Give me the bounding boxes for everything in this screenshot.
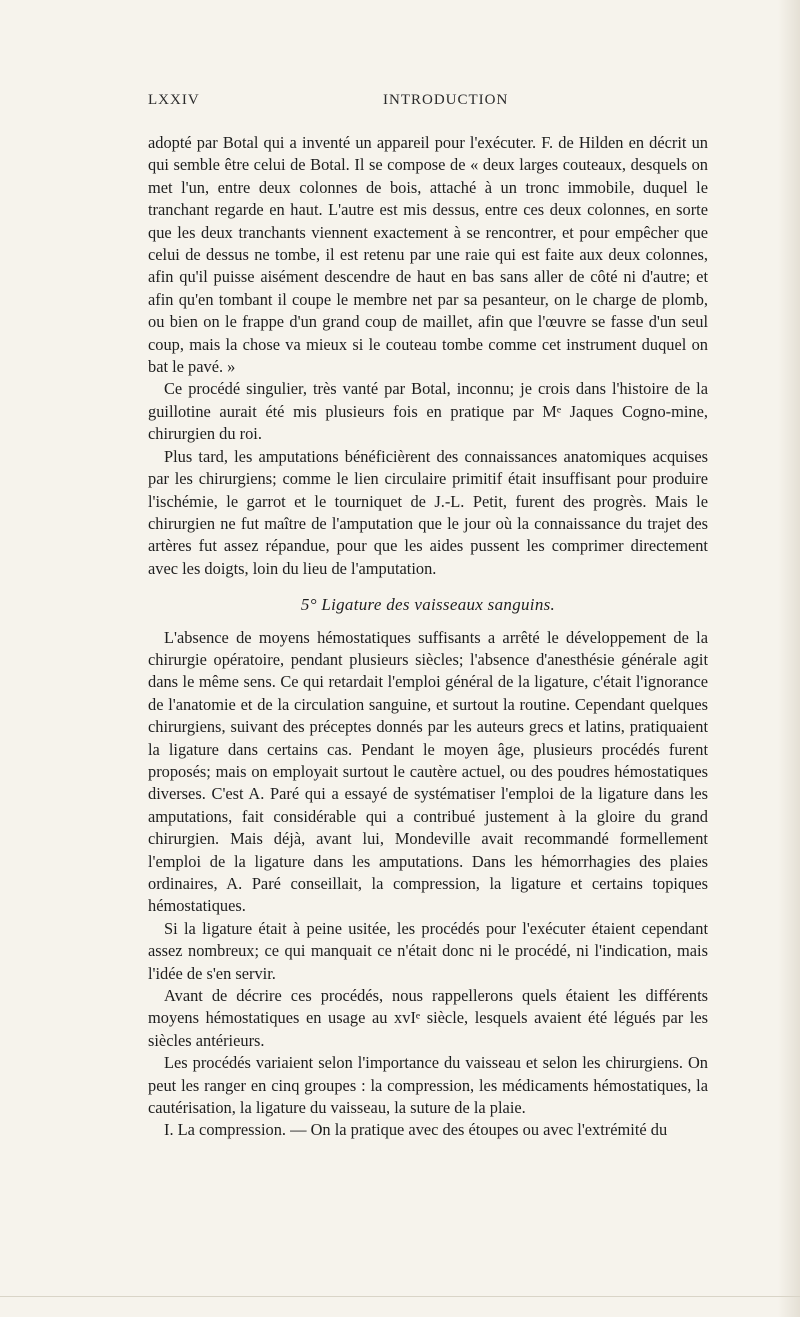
paragraph-8: I. La compression. — On la pratique avec des étoupes ou avec l'extrémité du [164,1120,668,1140]
page-edge-shadow [778,0,800,1317]
paragraph-1: adopté par Botal qui a inventé un appareil pour l'exécuter. F. de Hilden en décrit un qui semble être celui de Botal. Il se compose de « deux larges couteaux, desquels on met l'un, entre deux colonnes de bois, attaché à un tronc immobile, duquel le tranchant regarde en haut. L'autre est mis dessus, entre ces deux colonnes, en sorte que les deux tranchants viennent exactement à se rencontrer, et pour empêcher que celui de dessus ne tombe, il est retenu par une raie qui est faite aux deux colonnes, afin qu'il puisse aisément descendre de haut en bas sans aller de côté ni d'autre; et afin qu'en tombant il coupe le membre net par sa pesanteur, on le charge de plomb, ou bien on le frappe d'un grand coup de maillet, afin que l'œuvre se fasse d'un seul coup, mais la chose va mieux si le couteau tombe comme cet instrument duquel on bat le pavé. » [148,133,708,377]
body-text [148,132,708,1142]
page-number: LXXIV [148,92,200,108]
paragraph-7: Les procédés variaient selon l'importance du vaisseau et selon les chirurgiens. On peut les ranger en cinq groupes : la compression, les médicaments hémostatiques, la cautérisation, la ligature du vaisseau, la suture de la plaie. [148,1053,708,1118]
running-head [148,92,704,114]
paragraph-2: Ce procédé singulier, très vanté par Botal, inconnu; je crois dans l'histoire de la guillotine aurait été mis plusieurs fois en pratique par Mᵉ Jaques Cogno-mine, chirurgien du roi. [148,379,708,444]
section-heading: 5° Ligature des vaisseaux sanguins. [300,595,556,615]
paragraph-6: Avant de décrire ces procédés, nous rappellerons quels étaient les différents moyens hémostatiques en usage au xvIᵉ siècle, lesquels avaient été légués par les siècles antérieurs. [148,986,708,1050]
running-head-title: INTRODUCTION [383,92,509,108]
paragraph-5: Si la ligature était à peine usitée, les procédés pour l'exécuter étaient cependant assez nombreux; ce qui manquait ce n'était donc ni le procédé, ni l'indication, mais l'idée de s'en servir. [148,918,708,983]
paragraph-3: Plus tard, les amputations bénéficièrent des connaissances anatomiques acquises par les chirurgiens; comme le lien circulaire primitif était insuffisant pour produire l'ischémie, le garrot et le tourniquet de J.-L. Petit, furent des progrès. Mais le chirurgien ne fut maître de l'amputation que le jour où la connaissance du trajet des artères fut assez répandue, pour que les aides pussent les comprimer directement avec les doigts, loin du lieu de l'amputation. [148,446,708,578]
paragraph-4: L'absence de moyens hémostatiques suffisants a arrêté le développement de la chirurgie opératoire, pendant plusieurs siècles; l'absence d'anesthésie générale agit dans le même sens. Ce qui retardait l'emploi général de la ligature, c'était l'ignorance de l'anatomie et de la circulation sanguine, et surtout la routine. Cependant quelques chirurgiens, suivant des préceptes donnés par les auteurs grecs et latins, pratiquaient la ligature dans certains cas. Pendant le moyen âge, plusieurs procédés furent proposés; mais on employait surtout le cautère actuel, ou des poudres hémostatiques diverses. C'est A. Paré qui a essayé de systématiser l'emploi de la ligature dans les amputations, fait considérable qui a contribué justement à la gloire du grand chirurgien. Mais déjà, avant lui, Mondeville avait recommandé formellement l'emploi de la ligature dans les amputations. Dans les hémorrhagies des plaies ordinaires, A. Paré conseillait, la compression, la ligature et certains topiques hémostatiques. [148,627,708,916]
page-bottom-edge [0,1296,800,1297]
